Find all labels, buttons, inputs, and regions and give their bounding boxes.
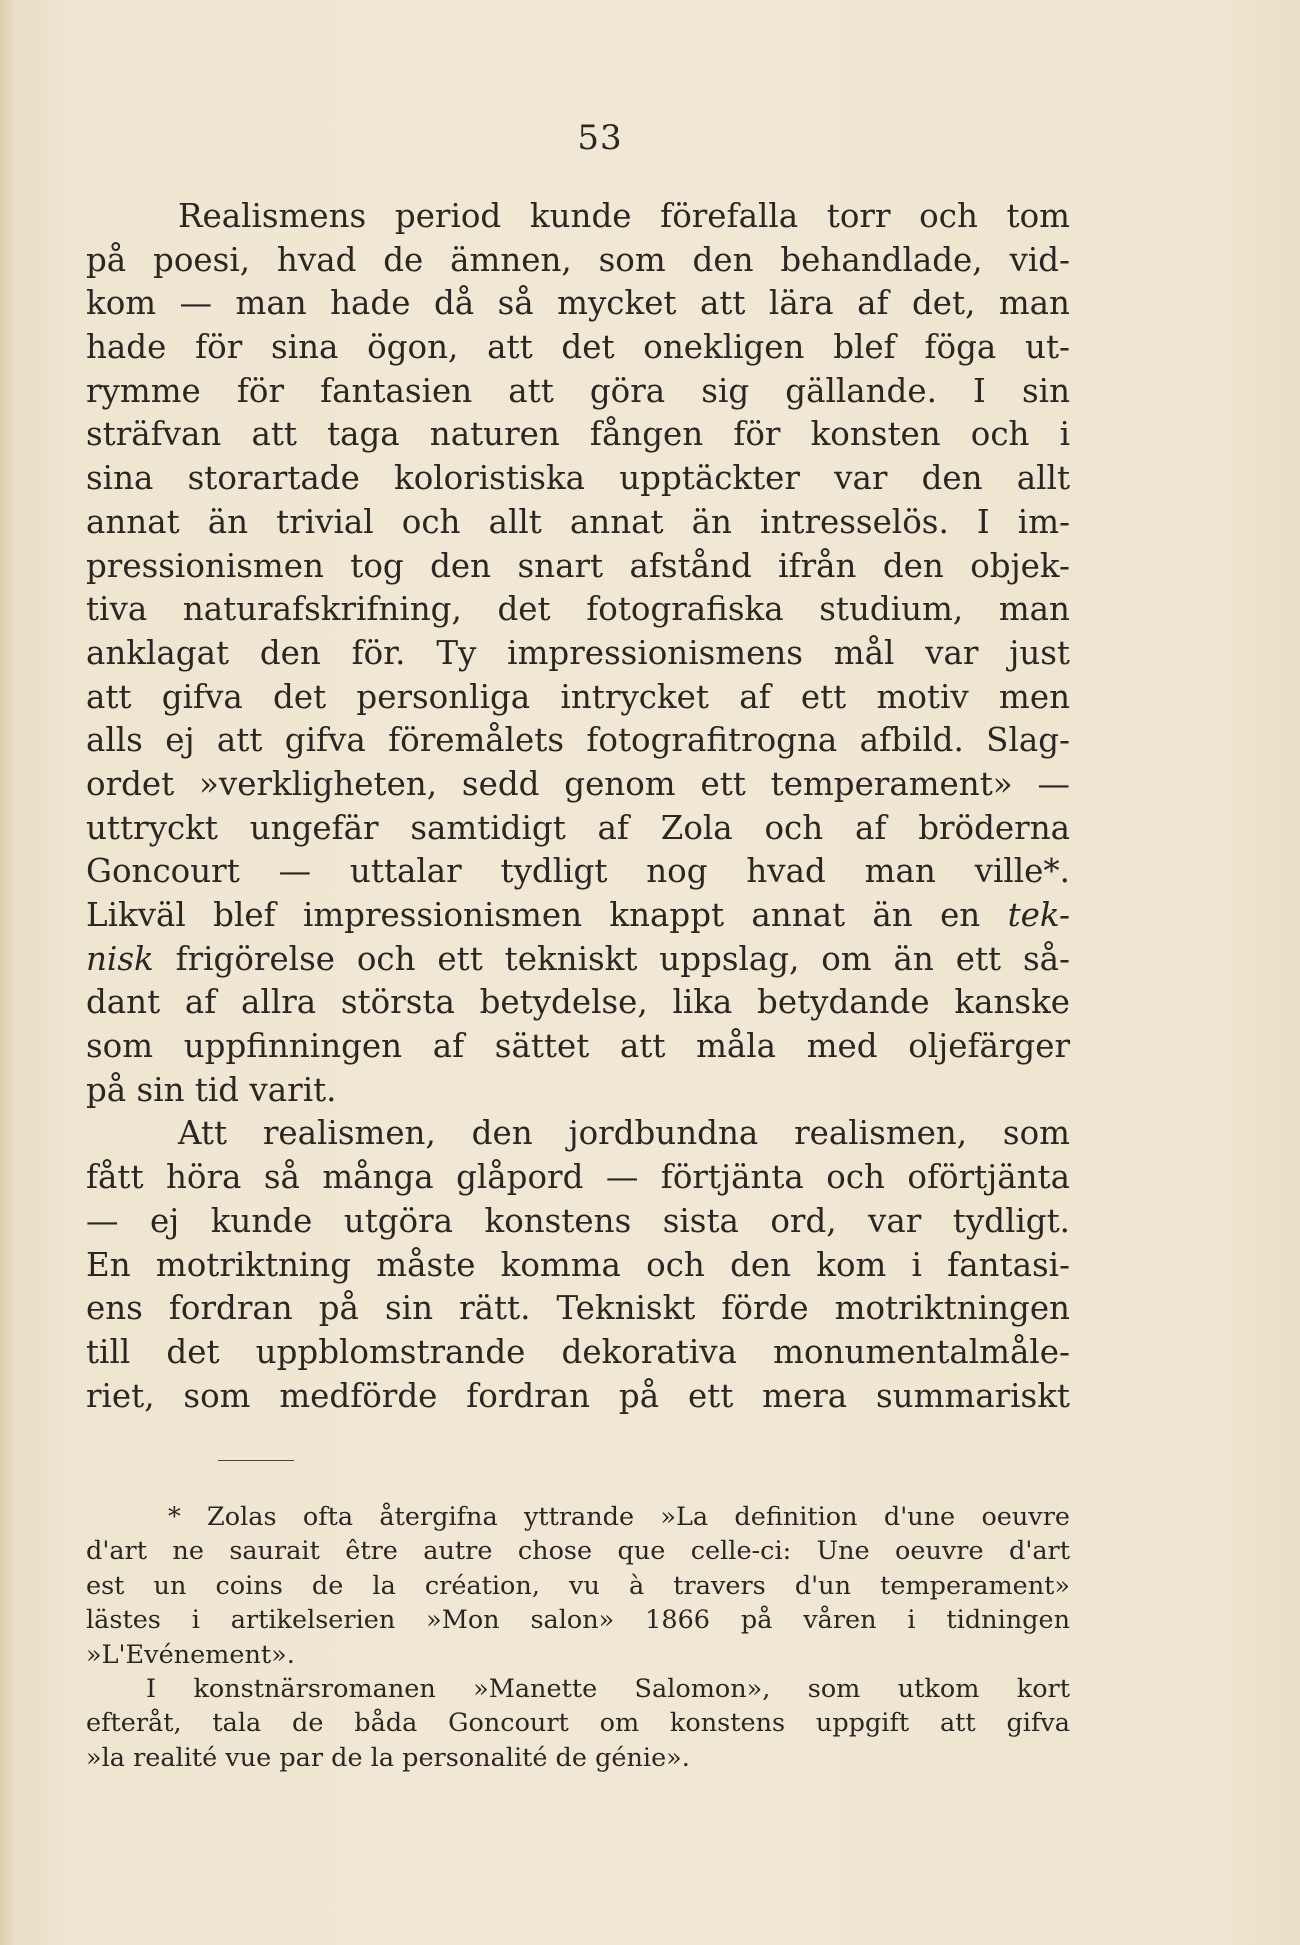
line-text: En motriktning måste komma och den kom i fantasi-: [86, 1245, 1070, 1284]
footnote-line: [86, 1741, 1070, 1775]
text-line: [86, 719, 1070, 763]
line-text: ens fordran på sin rätt. Tekniskt förde motriktningen: [86, 1289, 1070, 1328]
text-line: [86, 370, 1070, 414]
line-text: att gifva det personliga intrycket af ett motiv men: [86, 677, 1070, 716]
text-line: [86, 1200, 1070, 1244]
footnote-line: [86, 1500, 1070, 1534]
line-text: sträfvan att taga naturen fången för konsten och i: [86, 415, 1070, 454]
line-text: dant af allra största betydelse, lika betydande kanske: [86, 983, 1070, 1022]
text-line: [86, 981, 1070, 1025]
footnotes: [86, 1500, 1070, 1775]
footnote-divider: [218, 1460, 294, 1461]
footnote-line: [86, 1603, 1070, 1637]
footnote-line: [86, 1638, 1070, 1672]
text-line: [86, 632, 1070, 676]
line-text: frigörelse och ett tekniskt uppslag, om än ett så-: [153, 939, 1070, 978]
body-text: [86, 195, 1070, 1418]
line-text: till det uppblomstrande dekorativa monumentalmåle-: [86, 1332, 1070, 1371]
footnote-text: d'art ne saurait être autre chose que celle-ci: Une oeuvre d'art: [86, 1536, 1070, 1567]
text-line: [86, 894, 1070, 938]
line-text: Likväl blef impressionismen knappt annat än en: [86, 896, 1008, 934]
binding-edge: [0, 0, 14, 1945]
footnote-line: [86, 1534, 1070, 1568]
text-line: [86, 195, 1070, 239]
text-line: [86, 588, 1070, 632]
footnote-text: efteråt, tala de båda Goncourt om konstens uppgift att gifva: [86, 1708, 1070, 1739]
line-text: uttryckt ungefär samtidigt af Zola och af bröderna: [86, 808, 1070, 847]
text-line: [86, 1069, 1070, 1113]
footnote-line: [86, 1706, 1070, 1740]
line-text: alls ej att gifva föremålets fotografitrogna afbild. Slag-: [86, 721, 1070, 760]
footnote-text: »L'Evénement».: [86, 1639, 295, 1670]
text-line: [86, 501, 1070, 545]
text-line: [86, 938, 1070, 982]
line-text: som uppfinningen af sättet att måla med oljefärger: [86, 1027, 1070, 1066]
page-number: 53: [577, 118, 623, 158]
text-line: [86, 676, 1070, 720]
text-line: [86, 282, 1070, 326]
line-text: Realismens period kunde förefalla torr och tom: [178, 197, 1070, 235]
line-text: på sin tid varit.: [86, 1070, 337, 1109]
footnote-text: * Zolas ofta återgifna yttrande »La definition d'une oeuvre: [168, 1502, 1070, 1532]
footnote-text: I konstnärsromanen »Manette Salomon», som utkom kort: [146, 1673, 1070, 1704]
line-text: hade för sina ögon, att det onekligen blef föga ut-: [86, 328, 1070, 367]
line-text: sina storartade koloristiska upptäckter var den allt: [86, 459, 1070, 498]
italic-word: nisk: [86, 939, 154, 978]
text-line: [86, 326, 1070, 370]
line-text: fått höra så många glåpord — förtjänta och oförtjänta: [86, 1158, 1070, 1197]
footnote-line: [86, 1569, 1070, 1603]
line-text: Att realismen, den jordbundna realismen, som: [178, 1114, 1070, 1153]
text-line: [86, 1112, 1070, 1156]
text-line: [86, 413, 1070, 457]
footnote-text: est un coins de la création, vu à travers d'un temperament»: [86, 1570, 1070, 1601]
footnote-text: »la realité vue par de la personalité de génie».: [86, 1742, 690, 1773]
text-line: [86, 239, 1070, 283]
text-line: [86, 1375, 1070, 1419]
text-line: [86, 850, 1070, 894]
text-line: [86, 1025, 1070, 1069]
text-line: [86, 1331, 1070, 1375]
line-text: anklagat den för. Ty impressionismens mål var just: [86, 633, 1070, 672]
text-line: [86, 1244, 1070, 1288]
italic-word: tek-: [1007, 896, 1070, 934]
line-text: annat än trivial och allt annat än intresselös. I im-: [86, 502, 1070, 541]
footnote-text: lästes i artikelserien »Mon salon» 1866 på våren i tidningen: [86, 1605, 1070, 1636]
line-text: på poesi, hvad de ämnen, som den behandlade, vid-: [86, 240, 1070, 279]
line-text: pressionismen tog den snart afstånd ifrån den objek-: [86, 546, 1070, 585]
line-text: ordet »verkligheten, sedd genom ett temperament» —: [86, 764, 1070, 803]
text-line: [86, 807, 1070, 851]
line-text: — ej kunde utgöra konstens sista ord, var tydligt.: [86, 1201, 1070, 1240]
line-text: tiva naturafskrifning, det fotografiska studium, man: [86, 590, 1070, 629]
text-line: [86, 763, 1070, 807]
footnote-line: [86, 1672, 1070, 1706]
line-text: Goncourt — uttalar tydligt nog hvad man ville*.: [86, 852, 1070, 891]
line-text: kom — man hade då så mycket att lära af det, man: [86, 284, 1070, 323]
line-text: rymme för fantasien att göra sig gällande. I sin: [86, 371, 1070, 410]
text-line: [86, 1156, 1070, 1200]
text-line: [86, 457, 1070, 501]
text-line: [86, 545, 1070, 589]
text-line: [86, 1287, 1070, 1331]
line-text: riet, som medförde fordran på ett mera summariskt: [86, 1376, 1070, 1415]
